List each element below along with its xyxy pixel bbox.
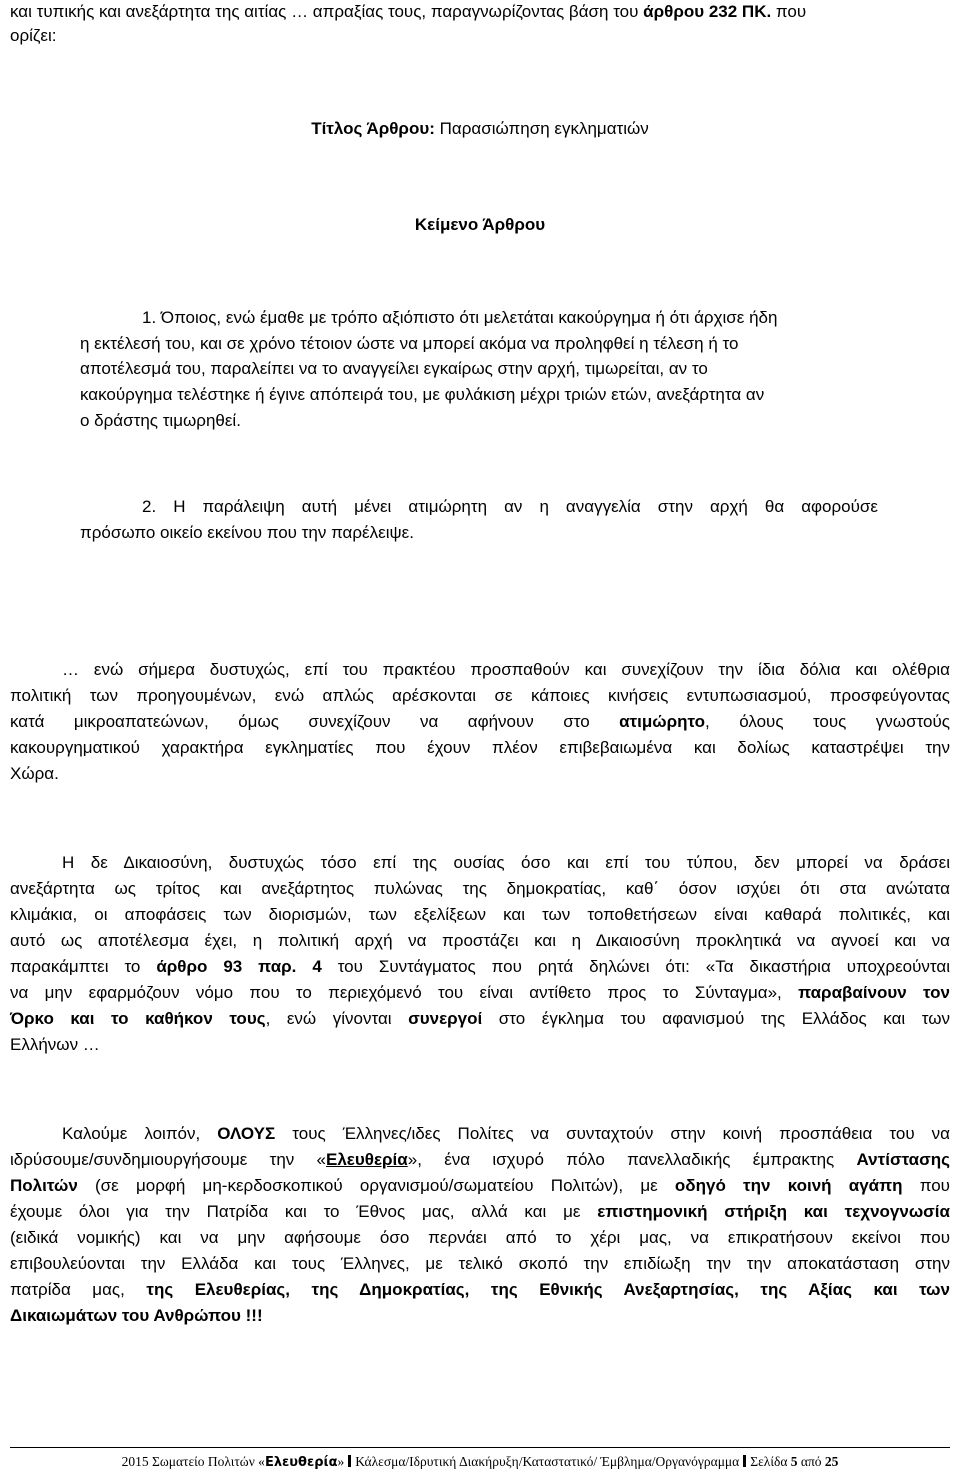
para5-line: Πολιτών (σε μορφή μη-κερδοσκοπικού οργανισμού/σωματείου Πολιτών), με οδηγό την κοινή αγάπη που — [10, 1176, 950, 1195]
para4-line: Όρκο και το καθήκον τους, ενώ γίνονται συνεργοί στο έγκλημα του αφανισμού της Ελλάδος και των — [10, 1009, 950, 1028]
para3-line: Χώρα. — [10, 764, 59, 783]
footer-brand: Ελευθερία — [264, 1455, 338, 1470]
intro-line-1: και τυπικής και ανεξάρτητα της αιτίας … απραξίας τους, παραγνωρίζοντας βάση του άρθρου 232 ΠΚ. που — [10, 2, 807, 21]
page-footer: 2015 Σωματείο Πολιτών «Ελευθερία» Κάλεσμα/Ιδρυτική Διακήρυξη/Καταστατικό/ Έμβλημα/Οργανόγραμμα Σελίδα 5 από 25 — [121, 1454, 839, 1470]
para4-line: ανεξάρτητα ως τρίτος και ανεξάρτητος πυλώνας της δημοκρατίας, καθ΄ όσον ισχύει ότι στα ανώτατα — [10, 879, 950, 898]
para5-line: (ειδικά νομικής) και να μην αφήσουμε όσο περνάει από το χέρι μας, να επικρατήσουν εκείνοι που — [10, 1228, 950, 1247]
para5-line: επιβουλεύονται την Ελλάδα και τους Έλληνες, με τελικό σκοπό την επιδίωξη την την αποκατάσταση στην — [10, 1254, 950, 1273]
article-text-label: Κείμενο Άρθρου — [414, 215, 546, 234]
article-title: Τίτλος Άρθρου: Παρασιώπηση εγκληματιών — [311, 119, 649, 138]
para3-line: πολιτική των προηγουμένων, ενώ απλώς αρέσκονται σε κάποιες κινήσεις εντυπωσιασμού, προσφεύγοντας — [10, 686, 950, 705]
separator-bar — [743, 1455, 746, 1467]
para3-line: κατά μικροαπατεώνων, όμως συνεχίζουν να αφήνουν στο ατιμώρητο, όλους τους γνωστούς — [10, 712, 950, 731]
para4-line: να μην εφαρμόζουν νόμο που το περιεχόμενό του είναι αντίθετο προς το Σύνταγμα», παραβαίνουν τον — [10, 983, 950, 1002]
article-p1-line: κακούργημα τελέστηκε ή έγινε απόπειρά του, με φυλάκιση μέχρι τριών ετών, ανεξάρτητα αν — [80, 385, 765, 404]
para5-line: Δικαιωμάτων του Ανθρώπου !!! — [10, 1306, 263, 1325]
article-p1-line: 1. Όποιος, ενώ έμαθε με τρόπο αξιόπιστο ότι μελετάται κακούργημα ή ότι άρχισε ήδη — [142, 308, 778, 327]
para3-line: κακουργηματικού χαρακτήρα εγκληματίες που έχουν πλέον επιβεβαιωμένα και δολίως καταστρέψει την — [10, 738, 950, 757]
para3-line: … ενώ σήμερα δυστυχώς, επί του πρακτέου προσπαθούν και συνεχίζουν την ίδια δόλια και ολέθρια — [62, 660, 950, 679]
page-total: 25 — [824, 1454, 839, 1469]
para5-line: έχουμε όλοι για την Πατρίδα και το Έθνος μας, αλλά και με επιστημονική στήριξη και τεχνογνωσία — [10, 1202, 950, 1221]
intro-line-2: ορίζει: — [10, 26, 57, 45]
separator-bar — [348, 1455, 351, 1467]
para4-line: Η δε Δικαιοσύνη, δυστυχώς τόσο επί της ουσίας όσο και επί του τύπου, δεν μπορεί να δράσει — [62, 853, 950, 872]
para5-line: πατρίδα μας, της Ελευθερίας, της Δημοκρατίας, της Εθνικής Ανεξαρτησίας, της Αξίας και των — [10, 1280, 950, 1299]
para4-line: παρακάμπτει το άρθρο 93 παρ. 4 του Συντάγματος που ρητά δηλώνει ότι: «Τα δικαστήρια υποχρεούνται — [10, 957, 951, 976]
article-p1-line: η εκτέλεσή του, και σε χρόνο τέτοιον ώστε να μπορεί ακόμα να προληφθεί η τέλεση ή το — [80, 334, 739, 353]
article-p1-line: ο δράστης τιμωρηθεί. — [80, 411, 241, 430]
para5-line: Καλούμε λοιπόν, ΟΛΟΥΣ τους Έλληνες/ιδες Πολίτες να συνταχτούν στην κοινή προσπάθεια του να — [62, 1124, 950, 1143]
article-p1-line: αποτέλεσμά του, παραλείπει να το αναγγείλει εγκαίρως στην αρχή, τιμωρείται, αν το — [80, 359, 708, 378]
para4-line: αυτό ως αποτέλεσμα έχει, η πολιτική αρχή να προστάζει και η Δικαιοσύνη προκλητικά να αγνοεί και να — [10, 931, 950, 950]
para4-line: κλιμάκια, οι αποφάσεις των διορισμών, των εξελίξεων και των τοποθετήσεων είναι καθαρά πολιτικές, και — [10, 905, 950, 924]
para4-line: Ελλήνων … — [10, 1035, 100, 1054]
article-p2-line: πρόσωπο οικείο εκείνου που την παρέλειψε. — [80, 523, 414, 542]
page-number: 5 — [790, 1454, 798, 1469]
article-p2-line: 2. Η παράλειψη αυτή μένει ατιμώρητη αν η αναγγελία στην αρχή θα αφορούσε — [142, 497, 878, 516]
footer-divider — [10, 1447, 950, 1448]
para5-line: ιδρύσουμε/συνδημιουργήσουμε την «Ελευθερία», ένα ισχυρό πόλο πανελλαδικής έμπρακτης Αντίστασης — [10, 1150, 950, 1169]
